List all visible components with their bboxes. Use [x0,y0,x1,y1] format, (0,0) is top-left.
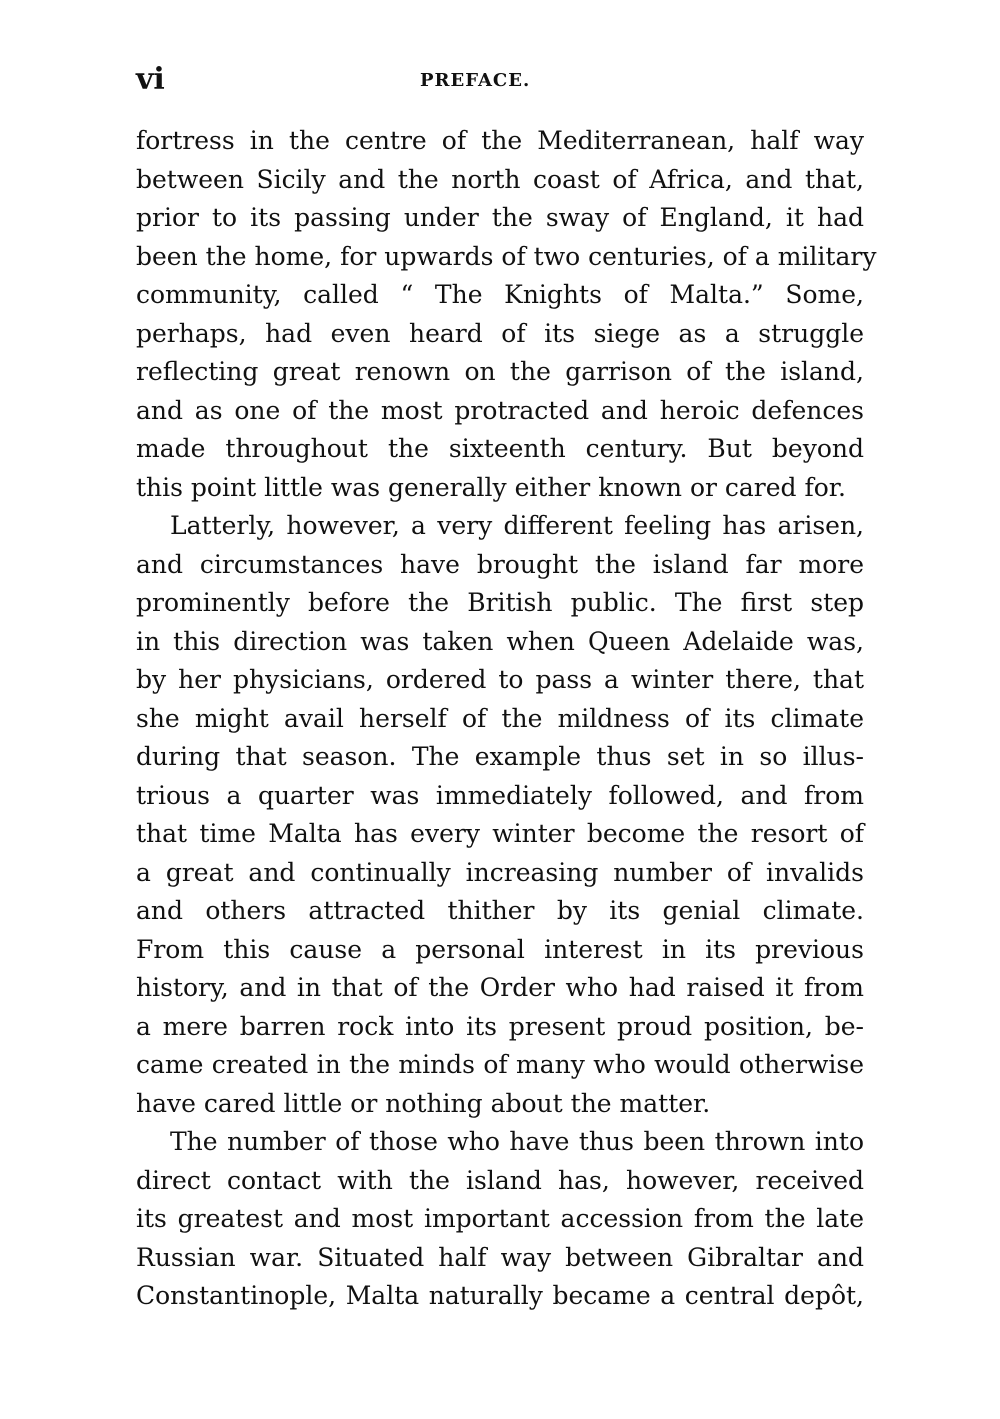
text-line: that time Malta has every winter become the resort of [136,819,864,848]
text-line: community, called “ The Knights of Malta.” Some, [136,280,864,309]
text-line: have cared little or nothing about the matter. [136,1088,711,1118]
body-text [136,122,877,1316]
text-line: fortress in the centre of the Mediterranean, half way [136,126,864,155]
text-line: and others attracted thither by its genial climate. [136,896,864,925]
text-line: between Sicily and the north coast of Africa, and that, [136,164,864,194]
text-line: a great and continually increasing number of invalids [136,857,864,887]
text-line: she might avail herself of the mildness of its climate [136,703,864,733]
paragraph [136,507,864,1123]
text-line: From this cause a personal interest in its previous [136,934,864,964]
text-line: perhaps, had even heard of its siege as a struggle [136,318,864,348]
text-line: during that season. The example thus set in so illus- [136,742,864,771]
text-line: its greatest and most important accession from the late [136,1204,864,1233]
text-line: made throughout the sixteenth century. But beyond [136,434,864,463]
text-line: prominently before the British public. The first step [136,588,864,617]
text-line: trious a quarter was immediately followed, and from [136,780,864,810]
text-line: direct contact with the island has, however, received [136,1165,864,1195]
text-line: in this direction was taken when Queen Adelaide was, [136,626,864,656]
text-line: been the home, for upwards of two centuries, of a military [136,241,877,271]
text-line: and circumstances have brought the island far more [136,549,864,579]
text-line: came created in the minds of many who would otherwise [136,1050,864,1079]
text-line: this point little was generally either known or cared for. [136,472,846,502]
text-line: Latterly, however, a very different feeling has arisen, [170,511,864,540]
text-line: Russian war. Situated half way between Gibraltar and [136,1242,864,1272]
text-line: a mere barren rock into its present proud position, be- [136,1011,864,1041]
text-line: Constantinople, Malta naturally became a central depôt, [136,1281,864,1310]
text-line: The number of those who have thus been thrown into [170,1127,864,1156]
running-title: PREFACE. [420,70,531,91]
page-number: vi [136,62,165,97]
text-line: reflecting great renown on the garrison of the island, [136,357,864,386]
text-line: history, and in that of the Order who had raised it from [136,973,864,1002]
paragraph [136,122,877,507]
text-line: and as one of the most protracted and heroic defences [136,395,864,425]
text-line: prior to its passing under the sway of England, it had [136,203,864,232]
text-line: by her physicians, ordered to pass a winter there, that [136,665,864,694]
paragraph [136,1123,864,1316]
